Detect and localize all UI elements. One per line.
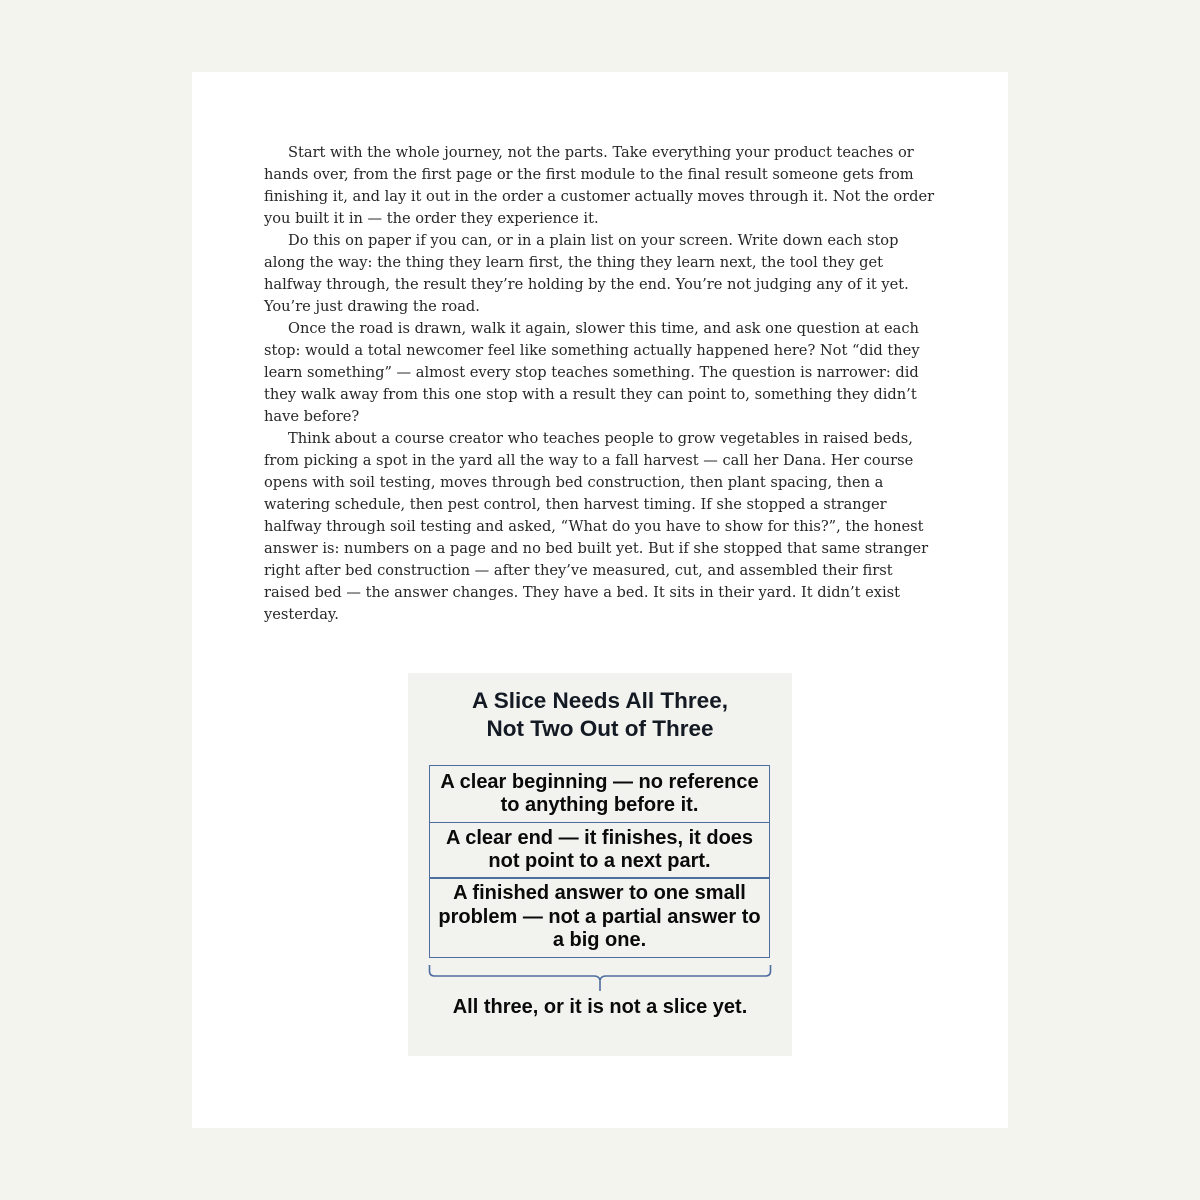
figure-title-line-2: Not Two Out of Three (486, 716, 714, 741)
figure-title (408, 687, 792, 743)
criterion-box-beginning (429, 765, 770, 823)
criterion-text: A clear beginning — no reference to anything before it. (440, 770, 759, 816)
paragraph: Do this on paper if you can, or in a plain list on your screen. Write down each stop along the way: the thing they learn first, the thing they learn next, the tool they get halfway through, the result they’re holding by the end. You’re not judging any of it yet. You’re just drawing the road. (264, 232, 909, 315)
grouping-brace (428, 963, 772, 993)
paragraph: Once the road is drawn, walk it again, slower this time, and ask one question at each stop: would a total newcomer feel like something actually happened here? Not “did they learn something” — almost every stop teaches something. The question is narrower: did they walk away from this one stop with a result they can point to, something they didn’t have before? (264, 320, 920, 425)
figure-footer: All three, or it is not a slice yet. (452, 996, 748, 1018)
figure-title-line-1: A Slice Needs All Three, (472, 688, 728, 713)
criterion-text: A finished answer to one small problem — not a partial answer to a big one. (438, 882, 761, 952)
paragraph: Start with the whole journey, not the parts. Take everything your product teaches or hands over, from the first page or the first module to the final result someone gets from finishing it, and lay it out in the order a customer actually moves through it. Not the order you built it in — the order they experience it. (264, 144, 935, 227)
paragraph: Think about a course creator who teaches people to grow vegetables in raised beds, from picking a spot in the yard all the way to a fall harvest — call her Dana. Her course opens with soil testing, moves through bed construction, then plant spacing, then a watering schedule, then pest control, then harvest timing. If she stopped a stranger halfway through soil testing and asked, “What do you have to show for this?”, the honest answer is: numbers on a page and no bed built yet. But if she stopped that same stranger right after bed construction — after they’ve measured, cut, and assembled their first raised bed — the answer changes. They have a bed. It sits in their yard. It didn’t exist yesterday. (264, 430, 929, 623)
criterion-box-end (429, 822, 770, 879)
figure-layer (408, 673, 792, 1056)
body-text (264, 142, 936, 626)
criterion-text: A clear end — it finishes, it does not point to a next part. (445, 826, 754, 872)
criteria-stack (429, 765, 770, 958)
criterion-box-finished-answer (429, 877, 770, 958)
